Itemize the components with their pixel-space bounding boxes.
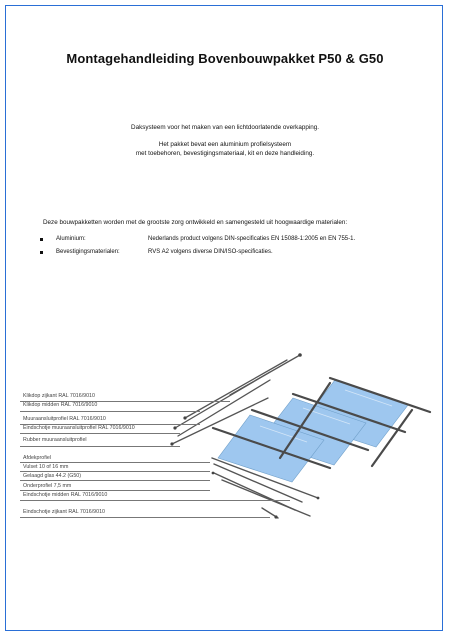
intro-line-4: met toebehoren, bevestigingsmateriaal, kit en deze handleiding.: [135, 150, 315, 157]
leader-line: [20, 462, 210, 463]
spec-label: Aluminium:: [56, 236, 86, 242]
page-title: Montagehandleiding Bovenbouwpakket P50 & G50: [66, 51, 384, 66]
leader-line: [20, 517, 270, 518]
intro-line-1: Daksysteem voor het maken van een lichtdoorlatende overkapping.: [131, 124, 319, 131]
part-label: Eindschotje midden RAL 7016/9010: [23, 492, 108, 498]
leader-line: [20, 411, 200, 412]
part-label: Onderprofiel 7,5 mm: [23, 483, 72, 489]
spec-value: RVS A2 volgens diverse DIN/ISO-specificaties.: [148, 248, 273, 255]
lead-paragraph: Deze bouwpakketten worden met de grootste zorg ontwikkeld en samengesteld uit hoogwaardige materialen:: [43, 219, 348, 226]
spec-value: Nederlands product volgens DIN-specificaties EN 15088-1:2005 en EN 755-1.: [148, 236, 356, 242]
intro-line-3: Het pakket bevat een aluminium profielsysteem: [158, 141, 292, 148]
leader-line: [20, 480, 210, 481]
part-label: Klikdop zijkant RAL 7016/9010: [23, 393, 95, 399]
part-label: Eindschotje zijkant RAL 7016/9010: [23, 509, 105, 515]
leader-line: [20, 433, 180, 434]
part-label: Rubber muuraansluitprofiel: [23, 437, 87, 443]
leader-line: [20, 446, 180, 447]
bullet-icon: [40, 238, 43, 241]
leader-line: [20, 490, 210, 491]
part-label: Muuraansluitprofiel RAL 7016/9010: [23, 416, 106, 422]
spec-label: Bevestigingsmaterialen:: [56, 248, 120, 255]
part-label: Gelaagd glas 44.2 (G50): [23, 473, 82, 479]
leader-line: [20, 500, 290, 501]
leader-line: [20, 471, 210, 472]
bullet-icon: [40, 251, 43, 254]
part-label: Klikdop midden RAL 7016/9010: [23, 402, 98, 408]
part-label: Vulset 10 of 16 mm: [23, 464, 69, 470]
part-label: Afdekprofiel: [23, 455, 51, 461]
clip-cap: [185, 360, 287, 418]
part-label: Eindschotje muuraansluitprofiel RAL 7016/9010: [23, 425, 135, 431]
